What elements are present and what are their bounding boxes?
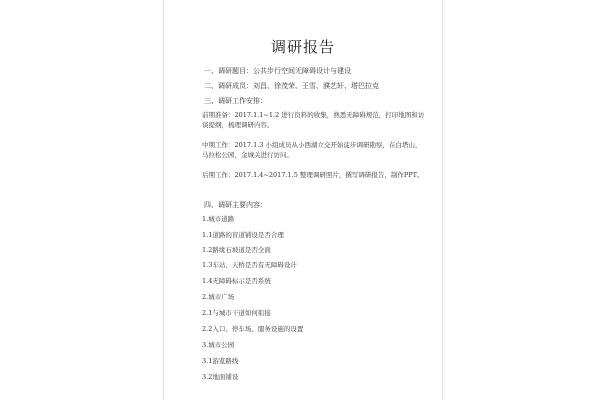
document-page — [163, 0, 443, 400]
item-urban-park: 3.城市公园 — [202, 341, 235, 349]
item-1-4: 1.4无障碍标示是否系统 — [202, 277, 271, 285]
item-urban-roads: 1.城市道路 — [202, 215, 235, 223]
section-topic: 一、调研题目：公共步行空间无障碍设计与建设 — [204, 67, 351, 75]
schedule-mid: 中期工作：2017.1.3 小组成员从小西湖立交开始徒步调研勘察，在白塔山，马拉松公园，金城关进行访问。 — [202, 141, 422, 159]
section-schedule: 三、调研工作安排： — [204, 97, 267, 105]
schedule-late: 后期工作：2017.1.4~2017.1.5 整理调研照片，撰写调研报告，制作PPT。 — [202, 171, 424, 179]
item-3-2: 3.2地面铺设 — [202, 373, 239, 381]
item-1-1: 1.1道路的盲道铺设是否合理 — [202, 231, 284, 239]
page-title: 调研报告 — [270, 38, 335, 56]
item-3-1: 3.1游览路线 — [202, 357, 239, 365]
item-2-1: 2.1与城市干道如何衔接 — [202, 309, 271, 317]
section-members: 二、调研成员：刘昌、徐茂荣、王雪、濮艺轩、塔巴拉克 — [204, 82, 379, 90]
section-content: 四、调研主要内容： — [204, 201, 267, 209]
item-1-2: 1.2路缘石坡道是否全面 — [202, 246, 271, 254]
item-1-3: 1.3车站、天桥是否有无障碍设计 — [202, 261, 297, 269]
schedule-early: 前期准备：2017.1.1~1.2 进行资料的收集，熟悉无障碍规范，打印地图和访谈提纲，梳理调研内容。 — [202, 111, 425, 129]
item-urban-square: 2.城市广场 — [202, 293, 235, 301]
item-2-2: 2.2入口、停车场、服务设施的设置 — [202, 325, 304, 333]
